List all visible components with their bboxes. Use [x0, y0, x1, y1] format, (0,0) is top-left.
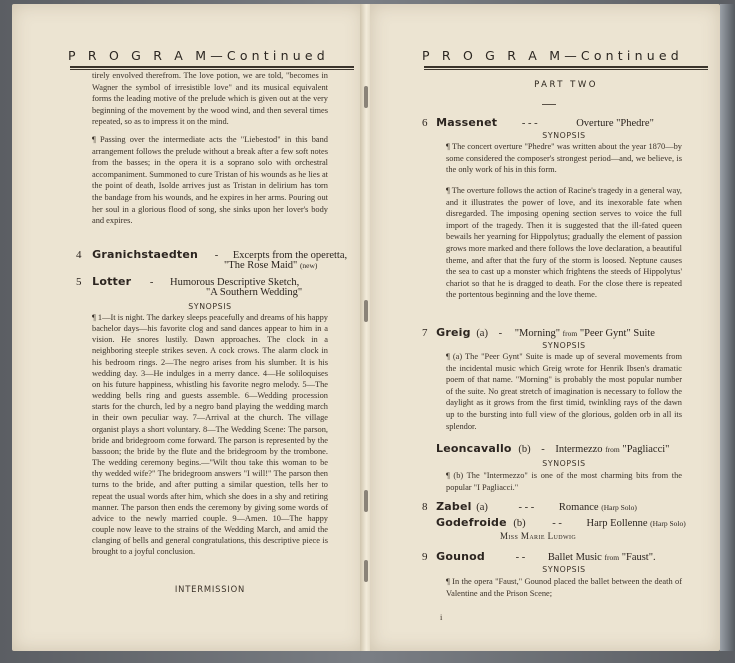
piece-note: (Harp Solo) [650, 519, 686, 528]
header-rule-thin [424, 69, 708, 70]
synopsis-heading: SYNOPSIS [542, 565, 586, 574]
synopsis-heading: SYNOPSIS [542, 341, 586, 350]
header-rule [424, 66, 708, 68]
separator: - [498, 328, 503, 339]
performer-name: Miss Marie Ludwig [500, 531, 577, 541]
piece-title: Excerpts from the operetta, [232, 250, 348, 261]
program-item-8b [436, 516, 686, 529]
paragraph: ¶ In the opera "Faust," Gounod placed the ballet between the death of Valentine and the Prison Scene; [446, 577, 682, 598]
program-item-7a [422, 326, 655, 339]
from-label: from [605, 445, 620, 454]
part-heading: PART TWO [534, 80, 598, 90]
separator: - - - [521, 118, 538, 129]
paragraph: ¶ (b) The "Intermezzo" is one of the most charming bits from the popular "I Pagliacci." [446, 471, 682, 492]
separator: - [214, 250, 219, 261]
from-label: from [604, 553, 620, 562]
separator: - [149, 277, 154, 288]
page-header: P R O G R A M—Continued [68, 48, 329, 63]
separator: - - - [518, 502, 535, 513]
book-edge [720, 4, 735, 651]
from-label: from [562, 329, 578, 338]
program-item-9 [422, 550, 656, 563]
paragraph: ¶ The concert overture "Phedre" was written about the year 1870—by some considered the composer's strongest period—and, we believe, is the only work of his in this form. [446, 142, 682, 175]
intermission: INTERMISSION [174, 584, 246, 594]
sub-label: (b) [518, 444, 531, 455]
piece-note: (Harp Solo) [601, 503, 637, 512]
synopsis-heading: SYNOPSIS [542, 131, 586, 140]
composer-name: Greig [436, 326, 471, 339]
right-page [370, 4, 720, 651]
paragraph: tirely envolved therefrom. The love potion, we are told, "becomes in Wagner the symbol of irresistible love" and its musical equivalent forms the leading motive of the prelude which is given out at the very beginning of the movement by the wood wind, and then several times repeated, so as to impress it on the mind. [92, 71, 328, 127]
binding-stitch [364, 300, 368, 322]
item-number: 4 [76, 249, 82, 261]
program-item-6 [422, 116, 654, 129]
paragraph: ¶ Passing over the intermediate acts the "Liebestod" in this band arrangement follows the prelude without a break after a few soft notes from the basses; in the opera it is a soprano solo with orchestral accompaniment. Summoned to cure Tristan of his wounds as he lies at the point of death, Isolde arrives just as Tristan in delirium has torn the bandage from his wounds, and he expires in her arms. Pouring out her soul in a glorious flood of song, she sinks upon her lover's body and expires. [92, 135, 328, 226]
left-page [12, 4, 364, 651]
header-rule [70, 66, 354, 68]
part-divider [542, 104, 556, 105]
piece-title: Ballet Music [547, 552, 602, 563]
composer-name: Massenet [436, 116, 498, 129]
piece-title: "Morning" [514, 328, 561, 339]
item-number: 9 [422, 551, 428, 563]
composer-name: Gounod [436, 550, 486, 563]
piece-title: "Pagliacci" [622, 444, 670, 455]
synopsis-heading: SYNOPSIS [542, 459, 586, 468]
binding-stitch [364, 490, 368, 512]
piece-title: Romance [558, 502, 599, 513]
composer-name: Leoncavallo [436, 442, 512, 455]
piece-title: Overture "Phedre" [576, 118, 654, 129]
binding-stitch [364, 560, 368, 582]
sub-label: (a) [476, 502, 488, 513]
item-number: 8 [422, 501, 428, 513]
synopsis-heading: SYNOPSIS [188, 302, 232, 311]
piece-title: "Peer Gynt" Suite [579, 328, 655, 339]
composer-name: Lotter [92, 275, 132, 288]
paragraph: ¶ (a) The "Peer Gynt" Suite is made up of several movements from the incidental music which Greig wrote for Henrik Ibsen's dramatic poem of that name. "Morning" is probably the most popular number of the suite. No great stretch of imagination is necessary to follow the daylight as it grows from the first timid, twinkling rays of the dawn up to the bursting into full view of the glorious, golden orb in all its splendor. [446, 352, 682, 431]
piece-title: "The Rose Maid" [224, 260, 298, 271]
item-number: 6 [422, 117, 428, 129]
composer-name: Godefroide [436, 516, 507, 529]
page-header: P R O G R A M—Continued [422, 48, 683, 63]
piece-title: "Faust". [621, 552, 656, 563]
program-item-5-line2 [206, 287, 302, 298]
paragraph: ¶ The overture follows the action of Racine's tragedy in a general way, and it illustrates the power of love, and its inexorable fate when disregarded. The imposing opening section serves to voice the full import of the tragedy. Then it is suggested that the ill-fated queen bewails her yearning for Hippolytus; gradually the element of passion grows more marked and there follows the love declaration, a beautiful theme, and after that the fury of the storm is loosed. Neptune causes the sea to cast up a monster which frightens the steeds of Hippolytus' chariot so that he is dragged to death. For the close there is repeated the portentous beginning and the love theme. [446, 186, 682, 300]
composer-name: Zabel [436, 500, 472, 513]
separator: - [541, 444, 545, 455]
program-item-4-line2 [224, 260, 317, 271]
program-item-7b [436, 442, 669, 455]
piece-title: Humorous Descriptive Sketch, [170, 277, 300, 288]
item-number: 7 [422, 327, 428, 339]
folio-mark: i [440, 613, 443, 622]
piece-note: (new) [299, 261, 318, 270]
separator: - - [515, 552, 526, 563]
binding-stitch [364, 86, 368, 108]
paragraph: ¶ 1—It is night. The darkey sleeps peacefully and dreams of his happy bachelor days—his favorite clog and sand dances appear to him in a vision. He snores lustily. Dawn approaches. The clock in a neighboring steeple strikes seven. A cock crows. The alarm clock in his bedroom rings. 2—The negro arises from his slumber. It is his wedding day. 3—He indulges in a merry dance. 4—He soliloquises on his future happiness, whistling his favorite negro melody. 5—The wedding bells ring and guests assemble. 6—Wedding procession starts for the church, led by a negro band playing the wedding march in their own peculiar way. 7—Arrival at the church. The village organist plays a short voluntary. 8—The Wedding Scene: The parson, bride and bridegroom come forward. The parson is represented by the bassoon; the bride by the flute and the bridegroom by the trombone. The wedding ceremony begins.—"Wilt thou take this woman to be thy wedded wife?" The bridegroom answers "I will!" The parson then turns to the bride, and after putting a similar question, tells her to repeat the usual words after him, which she does in a shy and retiring manner. The parson then ends the ceremony by giving some words of advice to the newly married couple. 9—Amen. 10—The happy couple now leave to the strains of the Wedding March, and amid the clanging of bells and general congratulations, this descriptive piece is brought to a joyful conclusion. [92, 313, 328, 557]
sub-label: (b) [513, 518, 526, 529]
composer-name: Granichstaedten [92, 248, 199, 261]
sub-label: (a) [476, 328, 488, 339]
piece-title: Harp Eollenne [586, 518, 648, 529]
item-number: 5 [76, 276, 82, 288]
piece-title: "A Southern Wedding" [206, 287, 303, 298]
separator: - - [552, 518, 562, 529]
program-item-8a [422, 500, 637, 513]
piece-title: Intermezzo [555, 444, 603, 455]
